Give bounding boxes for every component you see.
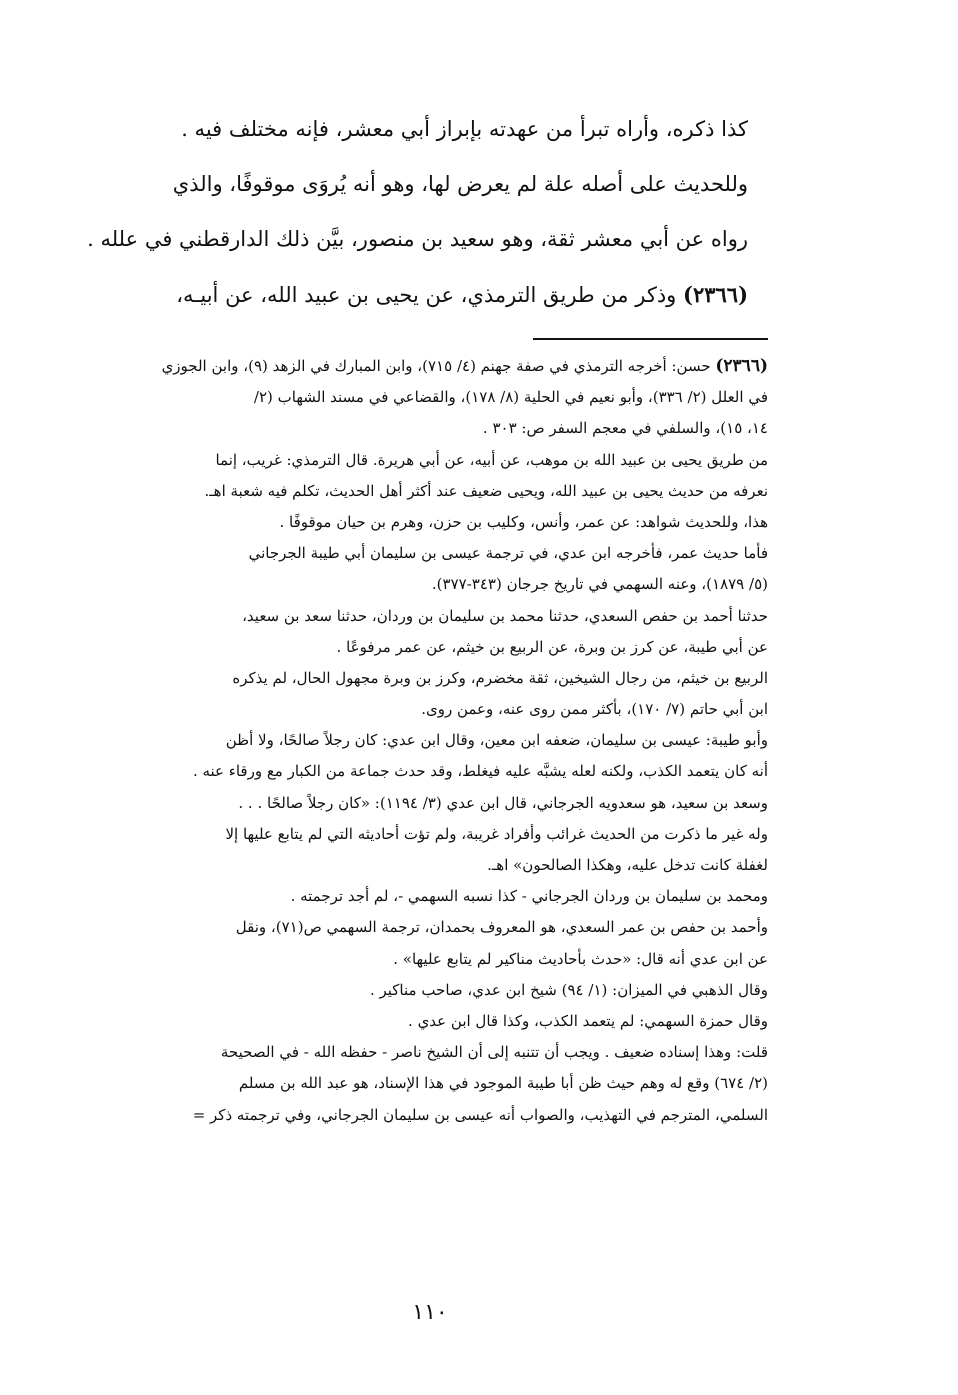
main-line: رواه عن أبي معشر ثقة، وهو سعيد بن منصور، بيَّن ذلك الدارقطني في علله . bbox=[87, 227, 748, 251]
footnote-line: حدثنا أحمد بن حفص السعدي، حدثنا محمد بن سليمان بن وردان، حدثنا سعد بن سعيد، bbox=[242, 606, 768, 625]
footnote-line: (٥/ ١٨٧٩)، وعنه السهمي في تاريخ جرجان (٣٤٣-٣٧٧). bbox=[431, 575, 768, 594]
page-number: ١١٠ bbox=[412, 1300, 448, 1325]
footnote-line: السلمي، المترجم في التهذيب، والصواب أنه عيسى بن سليمان الجرجاني، وفي ترجمته ذكر = bbox=[192, 1105, 768, 1124]
footnote-line: وسعد بن سعيد، هو سعدويه الجرجاني، قال ابن عدي (٣/ ١١٩٤): «كان رجلاً صالحًا . . . bbox=[238, 793, 768, 812]
footnote-line: وأبو طيبة: عيسى بن سليمان، ضعفه ابن معين، وقال ابن عدي: كان رجلاً صالحًا، ولا أظن bbox=[225, 731, 768, 750]
footnote-line: وقال الذهبي في الميزان: (١/ ٩٤) شيخ ابن عدي، صاحب مناكير . bbox=[369, 980, 768, 999]
footnote-line-first bbox=[43, 351, 768, 382]
footnote-lines bbox=[43, 382, 768, 1131]
hadith-number: (٢٣٦٦) bbox=[683, 282, 748, 307]
footnote-line: لغفلة كانت تدخل عليه، وهكذا الصالحون» اهـ. bbox=[487, 856, 768, 874]
footnote-line: وقال حمزة السهمي: لم يتعمد الكذب، وكذا قال ابن عدي . bbox=[408, 1011, 768, 1030]
main-line: وللحديث على أصله علة لم يعرض لها، وهو أنه يُروَى موقوفًا، والذي bbox=[172, 172, 748, 196]
footnote-line: وأحمد بن حفص بن عمر السعدي، هو المعروف بحمدان، ترجمة السهمي ص(٧١)، ونقل bbox=[235, 918, 768, 937]
footnote-line: قلت: وهذا إسناده ضعيف . ويجب أن تتنبه إلى أن الشيخ ناصر - حفظه الله - في الصحيحة bbox=[220, 1043, 768, 1062]
footnote-line: نعرفه من حديث يحيى بن عبيد الله، ويحيى ضعيف عند أكثر أهل الحديث، تكلم فيه شعبة اهـ. bbox=[204, 481, 768, 500]
footnote-line: عن ابن عدي أنه قال: «حدث بأحاديث مناكير لم يتابع عليها» . bbox=[393, 949, 768, 968]
footnote-separator bbox=[533, 338, 768, 340]
footnote-line: عن أبي طيبة، عن كرز بن وبرة، عن الربيع بن خيثم، عن عمر مرفوعًا . bbox=[336, 637, 768, 656]
footnote-line: ومحمد بن سليمان بن وردان الجرجاني - كذا نسبه السهمي -، لم أجد ترجمته . bbox=[290, 887, 768, 906]
footnote-line: من طريق يحيى بن عبيد الله بن موهب، عن أبيه، عن أبي هريرة. قال الترمذي: غريب، إنما bbox=[215, 450, 768, 469]
main-text bbox=[87, 102, 748, 322]
hadith-text: وذكر من طريق الترمذي، عن يحيى بن عبيد الله، عن أبيـه، bbox=[176, 283, 683, 307]
main-line: كذا ذكره، وأراه تبرأ من عهدته بإبراز أبي معشر، فإنه مختلف فيه . bbox=[181, 117, 748, 141]
footnote-line: هذا، وللحديث شواهد: عن عمر، وأنس، وكليب بن حزن، وهرم بن حيان موقوفًا . bbox=[279, 512, 768, 531]
footnote-line: وله غير ما ذكرت من الحديث غرائب وأفراد غريبة، ولم تؤت أحاديثه التي لم يتابع عليها إلا bbox=[225, 824, 768, 843]
footnote-text: حسن: أخرجه الترمذي في صفة جهنم (٤/ ٧١٥)، وابن المبارك في الزهد (٩)، وابن الجوزي bbox=[161, 357, 716, 375]
footnote-line: في العلل (٢/ ٣٣٦)، وأبو نعيم في الحلية (٨/ ١٧٨)، والقضاعي في مسند الشهاب (٢/ bbox=[253, 388, 768, 407]
footnote-number: (٢٣٦٦) bbox=[715, 356, 768, 376]
footnotes bbox=[43, 351, 768, 1131]
footnote-line: (٢/ ٦٧٤) وقع له وهم حيث ظن أبا طيبة الموجود في هذا الإسناد، هو عبد الله بن مسلم bbox=[238, 1074, 768, 1093]
footnote-line: فأما حديث عمر، فأخرجه ابن عدي، في ترجمة عيسى بن سليمان أبي طيبة الجرجاني bbox=[248, 544, 768, 563]
footnote-line: أنه كان يتعمد الكذب، ولكنه لعله يشبَّه عليه فيغلط، وقد حدث جماعة من الكبار مع ورقاء عنه . bbox=[192, 762, 768, 781]
main-line-hadith bbox=[176, 267, 748, 322]
footnote-line: الربيع بن خيثم، من رجال الشيخين، ثقة مخضرم، وكرز بن وبرة مجهول الحال، لم يذكره bbox=[232, 668, 768, 687]
footnote-line: ١٤، ١٥)، والسلفي في معجم السفر ص: ٣٠٣ . bbox=[482, 419, 768, 438]
footnote-line: ابن أبي حاتم (٧/ ١٧٠)، بأكثر ممن روى عنه، وعمن روى. bbox=[421, 700, 768, 719]
